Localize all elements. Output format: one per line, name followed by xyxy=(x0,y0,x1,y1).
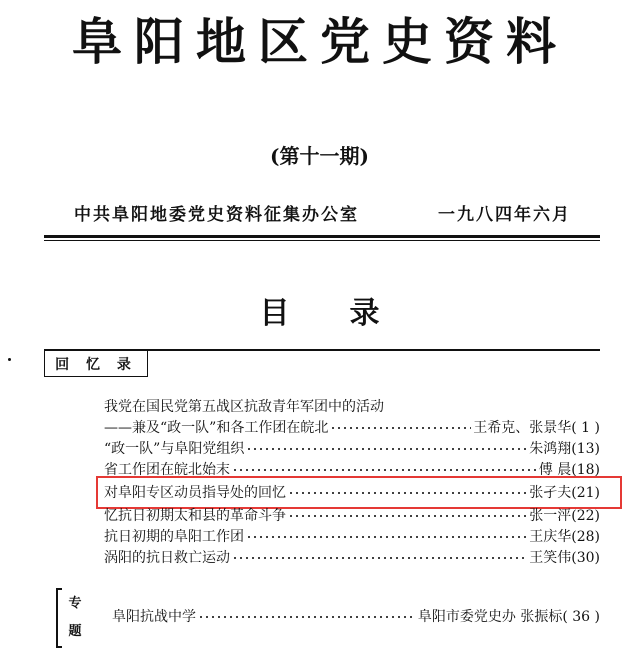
header-rule-thin xyxy=(44,240,600,241)
toc-entry-author: 傅 晨 xyxy=(538,462,572,478)
toc-entry-author: 王庆华 xyxy=(529,529,572,545)
toc-entry-author: 阜阳市委党史办 张振标 xyxy=(417,609,563,625)
toc-entry-title: 省工作团在皖北始末 xyxy=(104,462,230,478)
toc-entry-title: ——兼及“政一队”和各工作团在皖北 xyxy=(104,420,329,436)
toc-leader-dots xyxy=(246,448,527,450)
toc-entry-page: (22) xyxy=(571,508,600,524)
toc-leader-dots xyxy=(198,616,416,618)
special-section-label: 专题 xyxy=(68,596,82,639)
toc-entry xyxy=(104,396,600,418)
toc-entry-page: (13) xyxy=(571,441,600,457)
toc-leader-dots xyxy=(232,557,527,559)
publication-date: 一九八四年六月 xyxy=(438,205,571,225)
toc-entry-title: “政一队”与阜阳党组织 xyxy=(104,441,245,457)
toc-entry-title: 抗日初期的阜阳工作团 xyxy=(104,529,244,545)
toc-entry-author: 王笑伟 xyxy=(529,550,572,566)
toc-entry-page: (21) xyxy=(571,485,600,501)
toc-leader-dots xyxy=(288,515,527,517)
special-bracket-top xyxy=(56,588,62,590)
toc-entry xyxy=(104,526,600,548)
scan-speck xyxy=(8,358,11,361)
toc-entry-page: (28) xyxy=(571,529,600,545)
document-title: 阜阳地区党史资料 xyxy=(72,13,568,71)
toc-entry xyxy=(104,417,600,439)
publisher-office: 中共阜阳地委党史资料征集办公室 xyxy=(74,205,359,225)
toc-entry-page: (30) xyxy=(571,550,600,566)
toc-entry-title: 涡阳的抗日救亡运动 xyxy=(104,550,230,566)
toc-leader-dots xyxy=(330,427,471,429)
toc-entry-title: 阜阳抗战中学 xyxy=(112,609,196,625)
toc-entry-page: (18) xyxy=(571,462,600,478)
toc-entry-author: 朱鸿翔 xyxy=(529,441,572,457)
toc-leader-dots xyxy=(232,469,537,471)
toc-entry-author: 王希克、张景华 xyxy=(473,420,572,436)
toc-entry-page: ( 36 ) xyxy=(562,609,600,625)
section-label: 回 忆 录 xyxy=(55,357,137,373)
toc-entry-title: 我党在国民党第五战区抗敌青年军团中的活动 xyxy=(104,399,384,415)
toc-entry xyxy=(104,505,600,527)
toc-entry-author: 张孑夫 xyxy=(529,485,572,501)
toc-entry xyxy=(112,606,600,628)
toc-entry-title: 忆抗日初期太和县的革命斗争 xyxy=(104,508,286,524)
toc-entry xyxy=(104,547,600,569)
toc-entry-author: 张一泙 xyxy=(529,508,572,524)
special-bracket xyxy=(56,588,58,648)
toc-leader-dots xyxy=(246,536,527,538)
toc-entry-page: ( 1 ) xyxy=(571,420,600,436)
special-bracket-bottom xyxy=(56,646,62,648)
contents-heading: 目录 xyxy=(259,296,440,331)
toc-entry-title: 对阜阳专区动员指导处的回忆 xyxy=(104,485,286,501)
header-rule-thick xyxy=(44,235,600,238)
issue-number: (第十一期) xyxy=(270,144,369,168)
toc-entry xyxy=(104,438,600,460)
